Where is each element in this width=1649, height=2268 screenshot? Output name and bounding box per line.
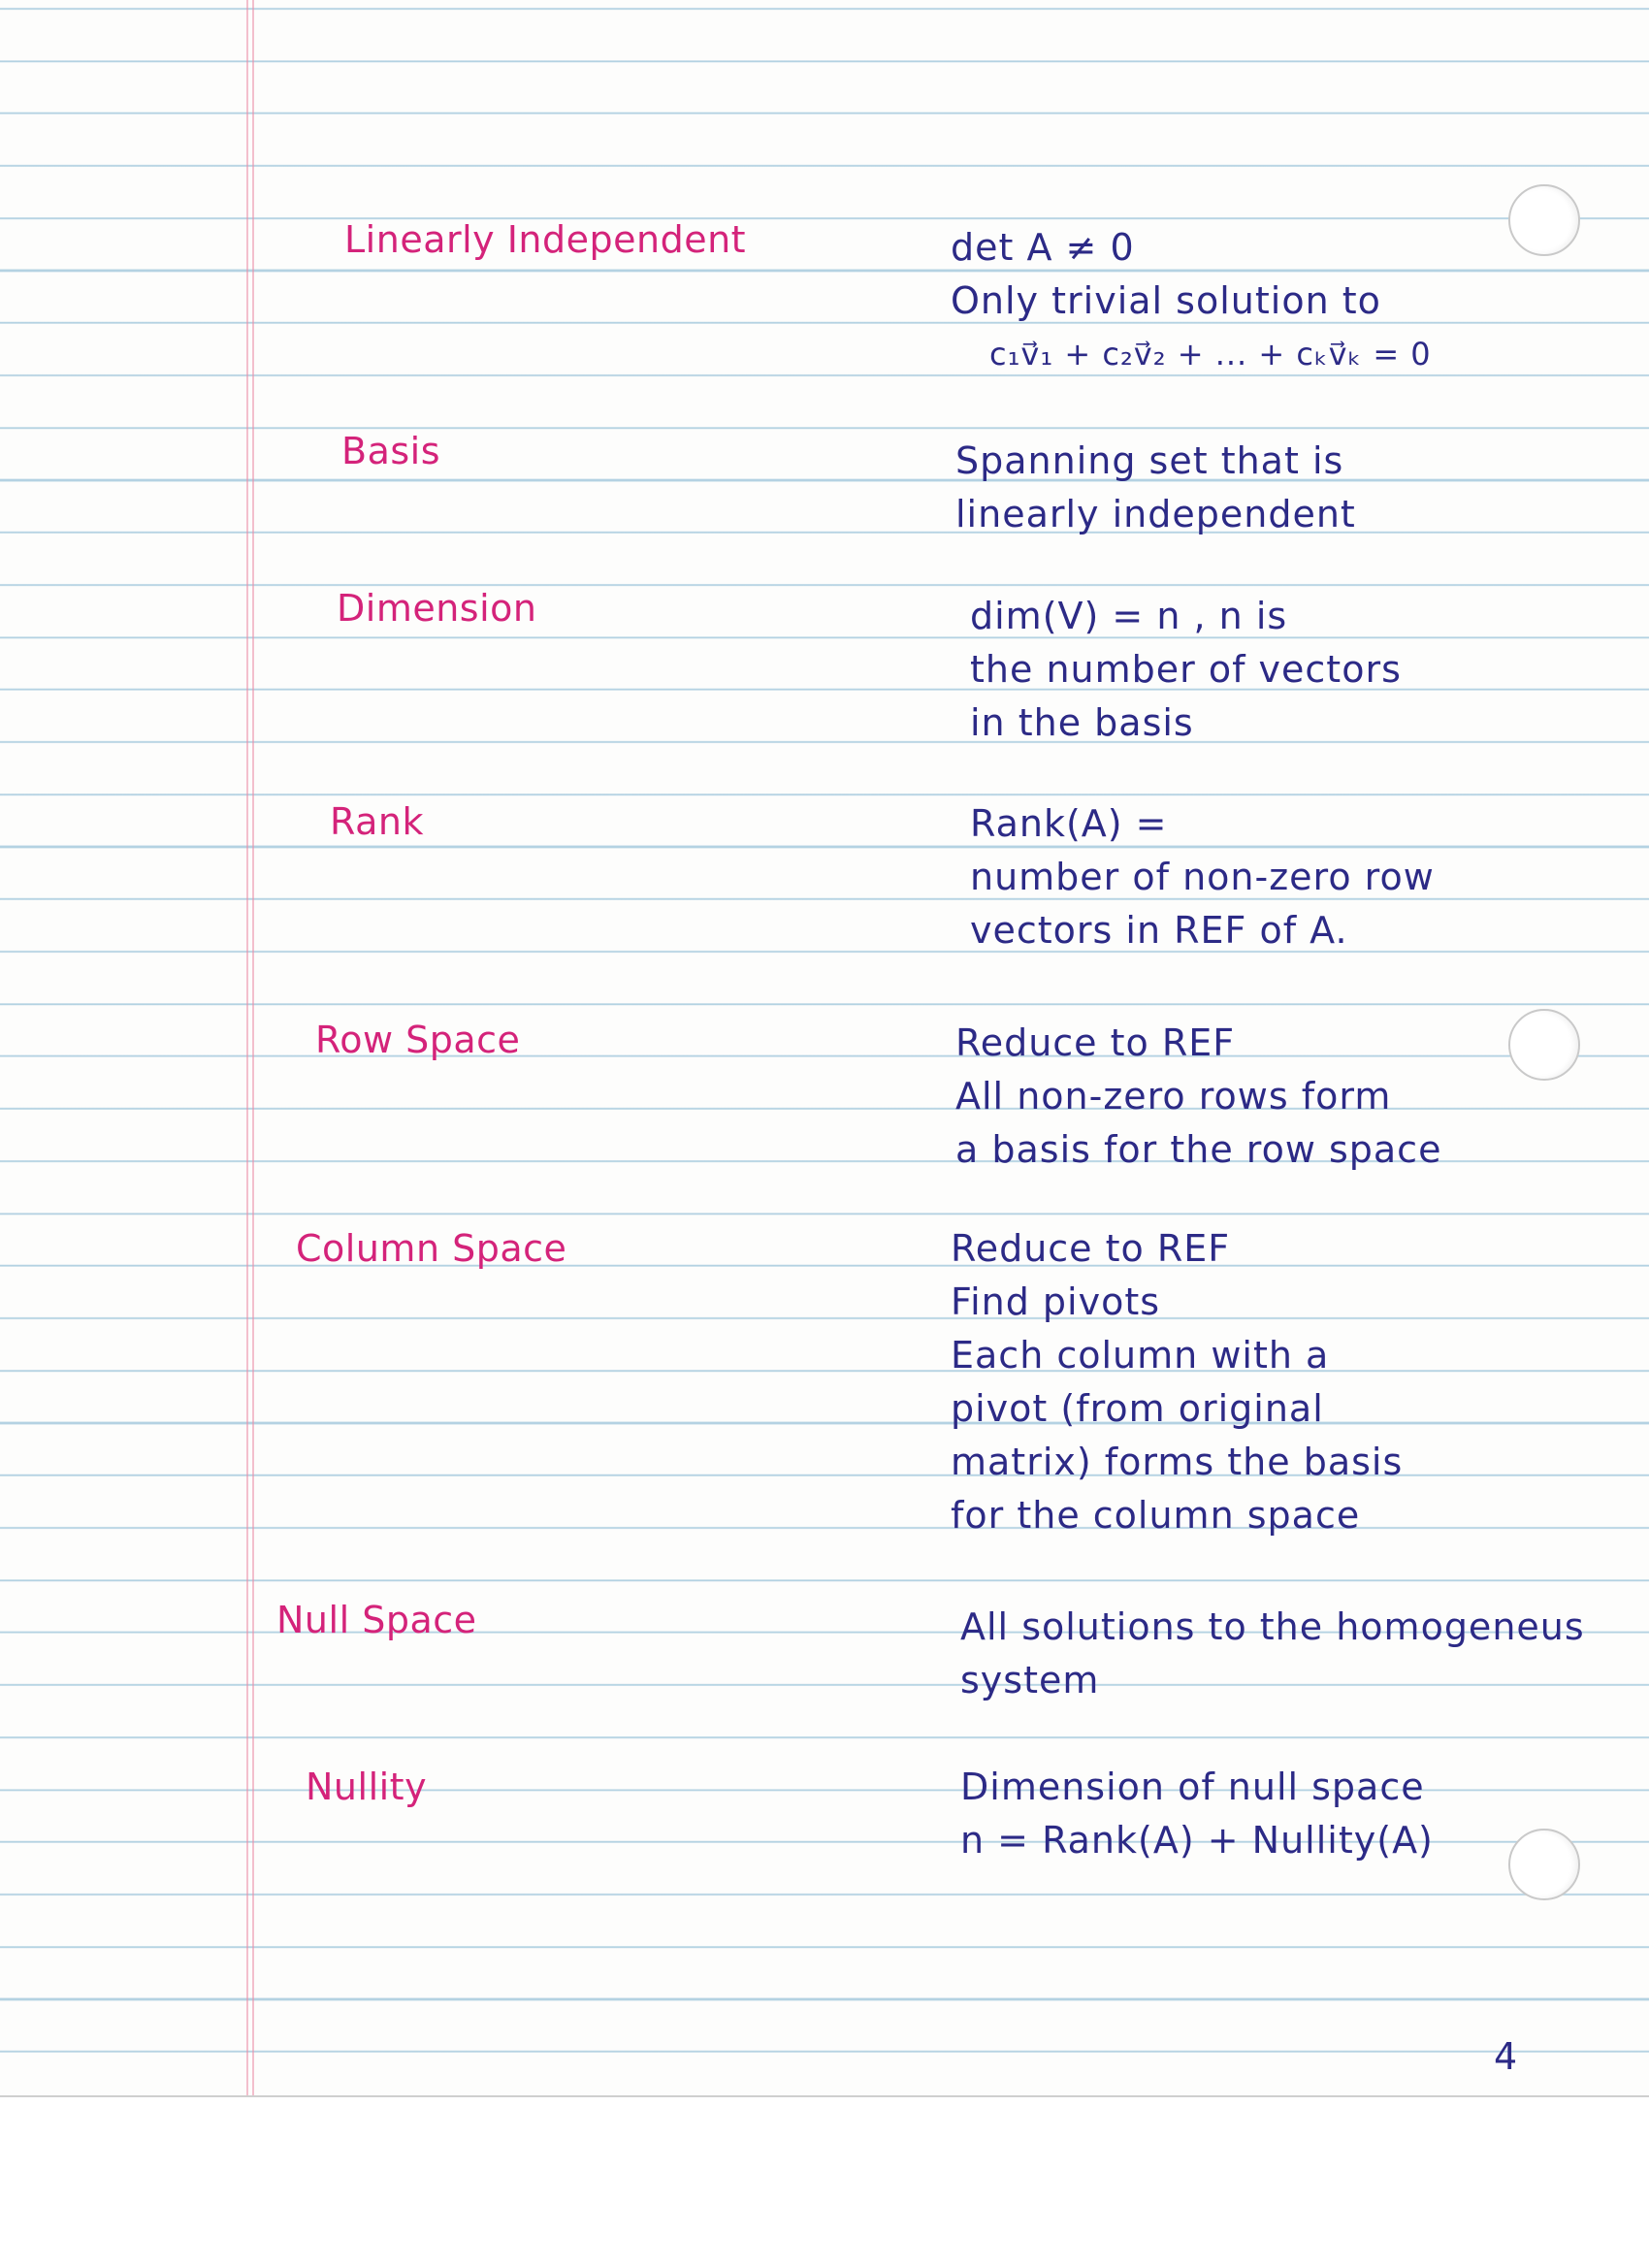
definition-line: Reduce to REF [955, 1021, 1236, 1064]
punch-hole [1508, 1009, 1580, 1081]
definition-null-space [960, 1601, 1585, 1707]
definition-line: a basis for the row space [955, 1128, 1442, 1171]
definition-line: Each column with a [951, 1334, 1330, 1377]
term-nullity: Nullity [306, 1766, 428, 1808]
margin-line [252, 0, 254, 2095]
definition-nullity [960, 1761, 1434, 1867]
definition-line: Rank(A) = [970, 802, 1168, 845]
term-linearly-independent: Linearly Independent [344, 218, 747, 261]
definition-line: in the basis [970, 701, 1194, 744]
definition-dimension [970, 590, 1402, 750]
term-dimension: Dimension [337, 587, 537, 630]
definition-line: n = Rank(A) + Nullity(A) [960, 1819, 1434, 1862]
punch-hole [1508, 1829, 1580, 1900]
definition-line: Reduce to REF [951, 1227, 1231, 1270]
definition-line: linearly independent [955, 493, 1356, 535]
term-column-space: Column Space [296, 1227, 567, 1270]
term-row-space: Row Space [315, 1019, 521, 1061]
definition-line: Dimension of null space [960, 1766, 1425, 1808]
definition-line: Only trivial solution to [951, 279, 1381, 322]
punch-hole [1508, 184, 1580, 256]
definition-line: vectors in REF of A. [970, 909, 1348, 952]
definition-line: matrix) forms the basis [951, 1441, 1404, 1483]
term-basis: Basis [341, 430, 441, 472]
definition-line: det A ≠ 0 [951, 226, 1135, 269]
definition-line: c₁v⃗₁ + c₂v⃗₂ + ... + cₖv⃗ₖ = 0 [989, 336, 1432, 373]
definition-line: the number of vectors [970, 648, 1402, 691]
definition-line: system [960, 1659, 1100, 1701]
definition-line: Spanning set that is [955, 439, 1344, 482]
definition-line: pivot (from original [951, 1387, 1324, 1430]
term-null-space: Null Space [276, 1599, 477, 1641]
definition-column-space [951, 1222, 1403, 1542]
definition-row-space [955, 1017, 1441, 1177]
definition-line: All non-zero rows form [955, 1075, 1392, 1118]
definition-line: All solutions to the homogeneus [960, 1605, 1585, 1648]
definition-line: dim(V) = n , n is [970, 595, 1288, 637]
term-rank: Rank [330, 800, 424, 843]
definition-line: number of non-zero row [970, 856, 1435, 898]
definition-basis [955, 435, 1356, 541]
definition-line: Find pivots [951, 1280, 1161, 1323]
margin-line [246, 0, 248, 2095]
page-number: 4 [1494, 2035, 1518, 2078]
definition-linearly-independent [951, 221, 1432, 381]
definition-rank [970, 797, 1435, 957]
definition-line: for the column space [951, 1494, 1361, 1537]
